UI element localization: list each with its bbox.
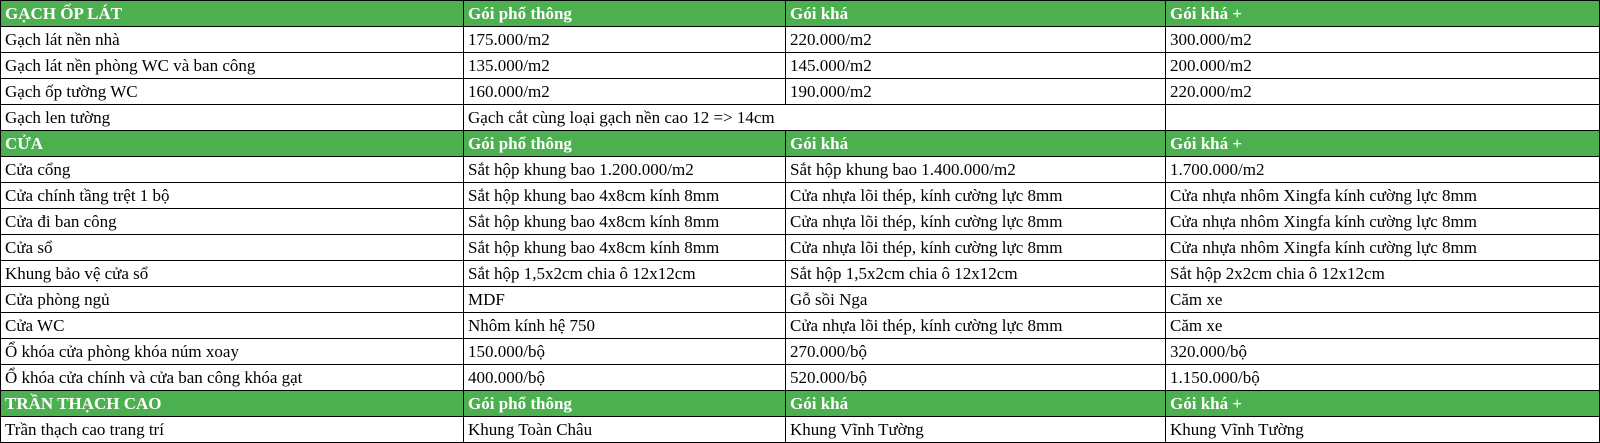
item-name: Cửa đi ban công xyxy=(1,209,464,235)
item-name: Cửa cổng xyxy=(1,157,464,183)
column-header-good: Gói khá xyxy=(786,131,1166,157)
column-header-good-plus: Gói khá + xyxy=(1166,131,1600,157)
price-basic: Sắt hộp khung bao 1.200.000/m2 xyxy=(464,157,786,183)
item-name: Cửa WC xyxy=(1,313,464,339)
item-name: Gạch ốp tường WC xyxy=(1,79,464,105)
price-basic: 175.000/m2 xyxy=(464,27,786,53)
table-row xyxy=(1,209,1600,235)
table-row xyxy=(1,313,1600,339)
price-good: Khung Vĩnh Tường xyxy=(786,417,1166,443)
item-name: Cửa phòng ngủ xyxy=(1,287,464,313)
price-good-plus: 1.700.000/m2 xyxy=(1166,157,1600,183)
table-row xyxy=(1,53,1600,79)
column-header-good: Gói khá xyxy=(786,391,1166,417)
table-row xyxy=(1,287,1600,313)
item-name: Gạch lát nền nhà xyxy=(1,27,464,53)
table-row xyxy=(1,417,1600,443)
column-header-good: Gói khá xyxy=(786,1,1166,27)
price-basic: 135.000/m2 xyxy=(464,53,786,79)
price-good: Sắt hộp khung bao 1.400.000/m2 xyxy=(786,157,1166,183)
price-good-plus: 300.000/m2 xyxy=(1166,27,1600,53)
item-name: Gạch len tường xyxy=(1,105,464,131)
price-good-plus: Căm xe xyxy=(1166,287,1600,313)
price-good-plus: Sắt hộp 2x2cm chia ô 12x12cm xyxy=(1166,261,1600,287)
price-good: 190.000/m2 xyxy=(786,79,1166,105)
price-basic: MDF xyxy=(464,287,786,313)
price-good: Cửa nhựa lõi thép, kính cường lực 8mm xyxy=(786,313,1166,339)
price-good-plus: 200.000/m2 xyxy=(1166,53,1600,79)
price-good-plus: 320.000/bộ xyxy=(1166,339,1600,365)
price-basic: Sắt hộp khung bao 4x8cm kính 8mm xyxy=(464,183,786,209)
merged-spec-cell: Gạch cắt cùng loại gạch nền cao 12 => 14cm xyxy=(464,105,1166,131)
section-header-tiles xyxy=(1,1,1600,27)
table-row xyxy=(1,27,1600,53)
table-row xyxy=(1,365,1600,391)
table-row xyxy=(1,261,1600,287)
price-good: Sắt hộp 1,5x2cm chia ô 12x12cm xyxy=(786,261,1166,287)
price-good-plus: Cửa nhựa nhôm Xingfa kính cường lực 8mm xyxy=(1166,209,1600,235)
column-header-basic: Gói phổ thông xyxy=(464,1,786,27)
section-title: TRẦN THẠCH CAO xyxy=(1,391,464,417)
price-good: 270.000/bộ xyxy=(786,339,1166,365)
item-name: Cửa sổ xyxy=(1,235,464,261)
column-header-basic: Gói phổ thông xyxy=(464,131,786,157)
table-row xyxy=(1,339,1600,365)
item-name: Trần thạch cao trang trí xyxy=(1,417,464,443)
price-good: 145.000/m2 xyxy=(786,53,1166,79)
section-title: GẠCH ỐP LÁT xyxy=(1,1,464,27)
price-good: Cửa nhựa lõi thép, kính cường lực 8mm xyxy=(786,209,1166,235)
section-header-ceiling xyxy=(1,391,1600,417)
price-good-plus: Cửa nhựa nhôm Xingfa kính cường lực 8mm xyxy=(1166,235,1600,261)
column-header-good-plus: Gói khá + xyxy=(1166,391,1600,417)
price-good: 520.000/bộ xyxy=(786,365,1166,391)
price-basic: 150.000/bộ xyxy=(464,339,786,365)
price-good-plus xyxy=(1166,105,1600,131)
price-good-plus: Khung Vĩnh Tường xyxy=(1166,417,1600,443)
price-basic: Sắt hộp khung bao 4x8cm kính 8mm xyxy=(464,209,786,235)
item-name: Gạch lát nền phòng WC và ban công xyxy=(1,53,464,79)
item-name: Ổ khóa cửa phòng khóa núm xoay xyxy=(1,339,464,365)
table-row xyxy=(1,79,1600,105)
item-name: Cửa chính tầng trệt 1 bộ xyxy=(1,183,464,209)
price-basic: Sắt hộp 1,5x2cm chia ô 12x12cm xyxy=(464,261,786,287)
price-good-plus: Căm xe xyxy=(1166,313,1600,339)
item-name: Ổ khóa cửa chính và cửa ban công khóa gạt xyxy=(1,365,464,391)
price-basic: Sắt hộp khung bao 4x8cm kính 8mm xyxy=(464,235,786,261)
price-basic: Nhôm kính hệ 750 xyxy=(464,313,786,339)
table-row xyxy=(1,235,1600,261)
price-good-plus: Cửa nhựa nhôm Xingfa kính cường lực 8mm xyxy=(1166,183,1600,209)
price-good-plus: 220.000/m2 xyxy=(1166,79,1600,105)
column-header-good-plus: Gói khá + xyxy=(1166,1,1600,27)
price-basic: 160.000/m2 xyxy=(464,79,786,105)
section-title: CỬA xyxy=(1,131,464,157)
price-basic: Khung Toàn Châu xyxy=(464,417,786,443)
price-good: Cửa nhựa lõi thép, kính cường lực 8mm xyxy=(786,183,1166,209)
table-row xyxy=(1,157,1600,183)
table-row xyxy=(1,105,1600,131)
price-good: Cửa nhựa lõi thép, kính cường lực 8mm xyxy=(786,235,1166,261)
price-basic: 400.000/bộ xyxy=(464,365,786,391)
price-good-plus: 1.150.000/bộ xyxy=(1166,365,1600,391)
column-header-basic: Gói phổ thông xyxy=(464,391,786,417)
table-row xyxy=(1,183,1600,209)
item-name: Khung bảo vệ cửa sổ xyxy=(1,261,464,287)
price-good: 220.000/m2 xyxy=(786,27,1166,53)
price-good: Gỗ sồi Nga xyxy=(786,287,1166,313)
section-header-doors xyxy=(1,131,1600,157)
